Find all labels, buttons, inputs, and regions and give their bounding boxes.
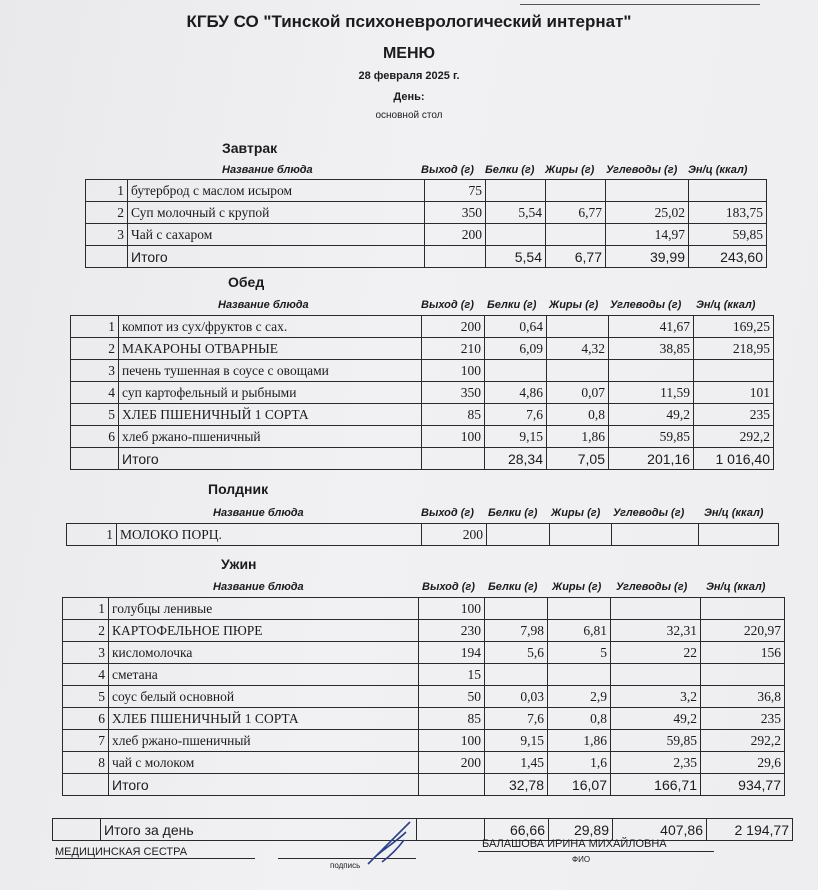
dish-row	[63, 752, 785, 774]
col-fat: Жиры (г)	[549, 299, 599, 311]
organization-title: КГБУ СО "Тинской психоневрологический интернат"	[186, 12, 632, 31]
total-fats: 6,77	[546, 246, 606, 268]
dish-energy	[701, 598, 785, 620]
dish-carbs: 2,35	[611, 752, 701, 774]
dish-fats: 1,86	[547, 426, 609, 448]
dish-proteins	[485, 360, 547, 382]
total-label: Итого	[109, 774, 419, 796]
dish-name: Чай с сахаром	[128, 224, 425, 246]
col-prot: Белки (г)	[485, 164, 535, 176]
dish-row	[71, 360, 774, 382]
col-carb: Углеводы (г)	[613, 507, 685, 519]
col-en: Эн/ц (ккал)	[688, 164, 748, 176]
dish-energy: 292,2	[701, 730, 785, 752]
dish-fats	[548, 664, 611, 686]
dish-name: бутерброд с маслом исыром	[128, 180, 425, 202]
dish-energy	[694, 360, 774, 382]
dish-energy: 101	[694, 382, 774, 404]
day-total-energy: 2 194,77	[707, 819, 793, 841]
dish-proteins: 6,09	[485, 338, 547, 360]
total-fats: 16,07	[548, 774, 611, 796]
dish-output: 200	[419, 752, 485, 774]
dish-energy: 218,95	[694, 338, 774, 360]
nurse-name: БАЛАШОВА ИРИНА МИХАЙЛОВНА	[482, 838, 667, 850]
dish-energy: 220,97	[701, 620, 785, 642]
dish-output: 230	[419, 620, 485, 642]
dish-output: 50	[419, 686, 485, 708]
dish-proteins: 7,6	[485, 708, 548, 730]
dish-name: ХЛЕБ ПШЕНИЧНЫЙ 1 СОРТА	[119, 404, 422, 426]
dish-row	[63, 620, 785, 642]
menu-title: МЕНЮ	[382, 45, 436, 62]
dish-row	[63, 708, 785, 730]
total-row	[63, 774, 785, 796]
dish-proteins: 0,64	[485, 316, 547, 338]
dish-name: ХЛЕБ ПШЕНИЧНЫЙ 1 СОРТА	[109, 708, 419, 730]
dish-energy: 36,8	[701, 686, 785, 708]
row-number: 1	[86, 180, 128, 202]
dish-row	[63, 598, 785, 620]
total-label: Итого	[128, 246, 425, 268]
section-title-breakfast: Завтрак	[222, 140, 278, 156]
dish-energy: 59,85	[689, 224, 767, 246]
total-carbs: 166,71	[611, 774, 701, 796]
dish-output: 194	[419, 642, 485, 664]
name-line	[478, 851, 714, 852]
section-title-dinner: Ужин	[221, 556, 257, 572]
dish-energy: 29,6	[701, 752, 785, 774]
row-number: 3	[86, 224, 128, 246]
col-out: Выход (г)	[421, 507, 474, 519]
dish-proteins: 0,03	[485, 686, 548, 708]
row-number: 1	[71, 316, 119, 338]
dish-row	[86, 180, 767, 202]
day-total-carb: 407,86	[613, 819, 707, 841]
dish-fats	[546, 180, 606, 202]
total-fats: 7,05	[547, 448, 609, 470]
col-prot: Белки (г)	[487, 299, 537, 311]
dish-carbs: 49,2	[609, 404, 694, 426]
dish-fats: 2,9	[548, 686, 611, 708]
col-carb: Углеводы (г)	[616, 581, 688, 593]
dish-fats: 1,6	[548, 752, 611, 774]
position-line	[55, 858, 255, 859]
dish-proteins: 5,54	[486, 202, 546, 224]
total-row	[86, 246, 767, 268]
dish-row	[71, 426, 774, 448]
row-number: 6	[63, 708, 109, 730]
fio-caption: ФИО	[572, 855, 591, 864]
nurse-position: МЕДИЦИНСКАЯ СЕСТРА	[55, 846, 188, 858]
dish-fats: 0,8	[548, 708, 611, 730]
dish-proteins: 5,6	[485, 642, 548, 664]
dish-proteins	[486, 180, 546, 202]
day-total-label: Итого за день	[101, 819, 417, 841]
dish-proteins: 4,86	[485, 382, 547, 404]
row-number: 4	[71, 382, 119, 404]
total-carbs: 201,16	[609, 448, 694, 470]
row-number: 1	[63, 598, 109, 620]
day-total-prot: 66,66	[485, 819, 549, 841]
dish-name: хлеб ржано-пшеничный	[119, 426, 422, 448]
dish-carbs	[606, 180, 689, 202]
dish-carbs	[611, 598, 701, 620]
dish-carbs: 25,02	[606, 202, 689, 224]
total-proteins: 32,78	[485, 774, 548, 796]
table-day-total	[52, 818, 793, 841]
total-spacer	[71, 448, 119, 470]
total-proteins: 5,54	[486, 246, 546, 268]
dish-fats: 6,81	[548, 620, 611, 642]
day-total-fat: 29,89	[549, 819, 613, 841]
dish-carbs: 59,85	[611, 730, 701, 752]
total-spacer	[63, 774, 109, 796]
dish-row	[63, 686, 785, 708]
row-number: 7	[63, 730, 109, 752]
dish-output: 75	[425, 180, 486, 202]
table-type: основной стол	[375, 110, 443, 121]
dish-energy: 156	[701, 642, 785, 664]
dish-fats: 1,86	[548, 730, 611, 752]
dish-output: 100	[422, 426, 485, 448]
dish-row	[71, 338, 774, 360]
dish-energy: 183,75	[689, 202, 767, 224]
dish-fats: 0,07	[547, 382, 609, 404]
row-number: 4	[63, 664, 109, 686]
dish-energy	[689, 180, 767, 202]
dish-energy: 235	[694, 404, 774, 426]
dish-output: 85	[419, 708, 485, 730]
col-name: Название блюда	[218, 299, 309, 311]
dish-fats	[550, 524, 612, 546]
dish-carbs: 41,67	[609, 316, 694, 338]
dish-energy	[699, 524, 779, 546]
total-output	[425, 246, 486, 268]
col-out: Выход (г)	[422, 581, 475, 593]
col-carb: Углеводы (г)	[606, 164, 678, 176]
dish-row	[67, 524, 779, 546]
dish-energy: 292,2	[694, 426, 774, 448]
dish-row	[86, 202, 767, 224]
col-fat: Жиры (г)	[552, 581, 602, 593]
col-out: Выход (г)	[421, 164, 474, 176]
dish-name: суп картофельный и рыбными	[119, 382, 422, 404]
row-number: 5	[63, 686, 109, 708]
dish-output: 350	[425, 202, 486, 224]
dish-name: соус белый основной	[109, 686, 419, 708]
dish-carbs: 14,97	[606, 224, 689, 246]
col-fat: Жиры (г)	[551, 507, 601, 519]
dish-fats: 0,8	[547, 404, 609, 426]
dish-row	[63, 642, 785, 664]
total-spacer	[86, 246, 128, 268]
dish-output: 85	[422, 404, 485, 426]
col-prot: Белки (г)	[488, 507, 538, 519]
table-breakfast	[85, 179, 767, 268]
section-title-lunch: Обед	[228, 274, 265, 290]
col-fat: Жиры (г)	[545, 164, 595, 176]
dish-output: 100	[419, 598, 485, 620]
total-row	[71, 448, 774, 470]
dish-row	[86, 224, 767, 246]
signature-caption: подпись	[330, 861, 361, 870]
dish-fats: 4,32	[547, 338, 609, 360]
dish-carbs: 38,85	[609, 338, 694, 360]
day-total-cell	[53, 819, 101, 841]
dish-carbs	[609, 360, 694, 382]
total-proteins: 28,34	[485, 448, 547, 470]
dish-carbs: 59,85	[609, 426, 694, 448]
day-total-out	[417, 819, 485, 841]
col-en: Эн/ц (ккал)	[704, 507, 764, 519]
dish-row	[71, 316, 774, 338]
dish-output: 210	[422, 338, 485, 360]
dish-proteins	[485, 598, 548, 620]
dish-fats	[547, 316, 609, 338]
dish-output: 200	[422, 524, 487, 546]
dish-row	[63, 730, 785, 752]
row-number: 1	[67, 524, 117, 546]
col-name: Название блюда	[213, 581, 304, 593]
total-output	[422, 448, 485, 470]
dish-row	[63, 664, 785, 686]
total-carbs: 39,99	[606, 246, 689, 268]
col-en: Эн/ц (ккал)	[696, 299, 756, 311]
dish-name: Суп молочный с крупой	[128, 202, 425, 224]
section-title-snack: Полдник	[208, 481, 269, 497]
dish-fats	[548, 598, 611, 620]
row-number: 3	[63, 642, 109, 664]
dish-name: голубцы ленивые	[109, 598, 419, 620]
total-label: Итого	[119, 448, 422, 470]
top-edge-line	[520, 0, 760, 5]
col-name: Название блюда	[222, 164, 313, 176]
dish-proteins: 1,45	[485, 752, 548, 774]
dish-name: хлеб ржано-пшеничный	[109, 730, 419, 752]
col-name: Название блюда	[213, 507, 304, 519]
dish-row	[71, 404, 774, 426]
dish-carbs	[612, 524, 699, 546]
table-dinner	[62, 597, 785, 796]
dish-name: кисломолочка	[109, 642, 419, 664]
dish-carbs: 22	[611, 642, 701, 664]
day-label: День:	[393, 91, 425, 103]
dish-name: КАРТОФЕЛЬНОЕ ПЮРЕ	[109, 620, 419, 642]
dish-name: компот из сух/фруктов с сах.	[119, 316, 422, 338]
total-energy: 934,77	[701, 774, 785, 796]
dish-energy: 169,25	[694, 316, 774, 338]
dish-fats	[547, 360, 609, 382]
dish-carbs: 32,31	[611, 620, 701, 642]
dish-carbs: 3,2	[611, 686, 701, 708]
col-carb: Углеводы (г)	[610, 299, 682, 311]
dish-output: 15	[419, 664, 485, 686]
handwritten-signature	[362, 818, 414, 868]
dish-carbs: 49,2	[611, 708, 701, 730]
dish-energy	[701, 664, 785, 686]
dish-output: 200	[425, 224, 486, 246]
dish-proteins: 7,98	[485, 620, 548, 642]
total-output	[419, 774, 485, 796]
total-energy: 1 016,40	[694, 448, 774, 470]
dish-proteins	[485, 664, 548, 686]
dish-fats: 5	[548, 642, 611, 664]
col-en: Эн/ц (ккал)	[706, 581, 766, 593]
dish-output: 100	[419, 730, 485, 752]
day-total-row	[53, 819, 793, 841]
row-number: 8	[63, 752, 109, 774]
col-out: Выход (г)	[421, 299, 474, 311]
row-number: 3	[71, 360, 119, 382]
dish-output: 200	[422, 316, 485, 338]
row-number: 6	[71, 426, 119, 448]
dish-energy: 235	[701, 708, 785, 730]
dish-name: чай с молоком	[109, 752, 419, 774]
total-energy: 243,60	[689, 246, 767, 268]
dish-output: 350	[422, 382, 485, 404]
dish-name: печень тушенная в соусе с овощами	[119, 360, 422, 382]
dish-fats	[546, 224, 606, 246]
dish-name: МАКАРОНЫ ОТВАРНЫЕ	[119, 338, 422, 360]
dish-name: сметана	[109, 664, 419, 686]
dish-proteins: 7,6	[485, 404, 547, 426]
row-number: 2	[86, 202, 128, 224]
dish-proteins	[487, 524, 550, 546]
dish-carbs	[611, 664, 701, 686]
row-number: 2	[63, 620, 109, 642]
menu-date: 28 февраля 2025 г.	[358, 70, 460, 82]
dish-row	[71, 382, 774, 404]
table-lunch	[70, 315, 774, 470]
dish-carbs: 11,59	[609, 382, 694, 404]
row-number: 5	[71, 404, 119, 426]
dish-output: 100	[422, 360, 485, 382]
dish-proteins	[486, 224, 546, 246]
table-snack	[66, 523, 779, 546]
dish-proteins: 9,15	[485, 426, 547, 448]
dish-fats: 6,77	[546, 202, 606, 224]
row-number: 2	[71, 338, 119, 360]
dish-name: МОЛОКО ПОРЦ.	[117, 524, 422, 546]
col-prot: Белки (г)	[488, 581, 538, 593]
dish-proteins: 9,15	[485, 730, 548, 752]
